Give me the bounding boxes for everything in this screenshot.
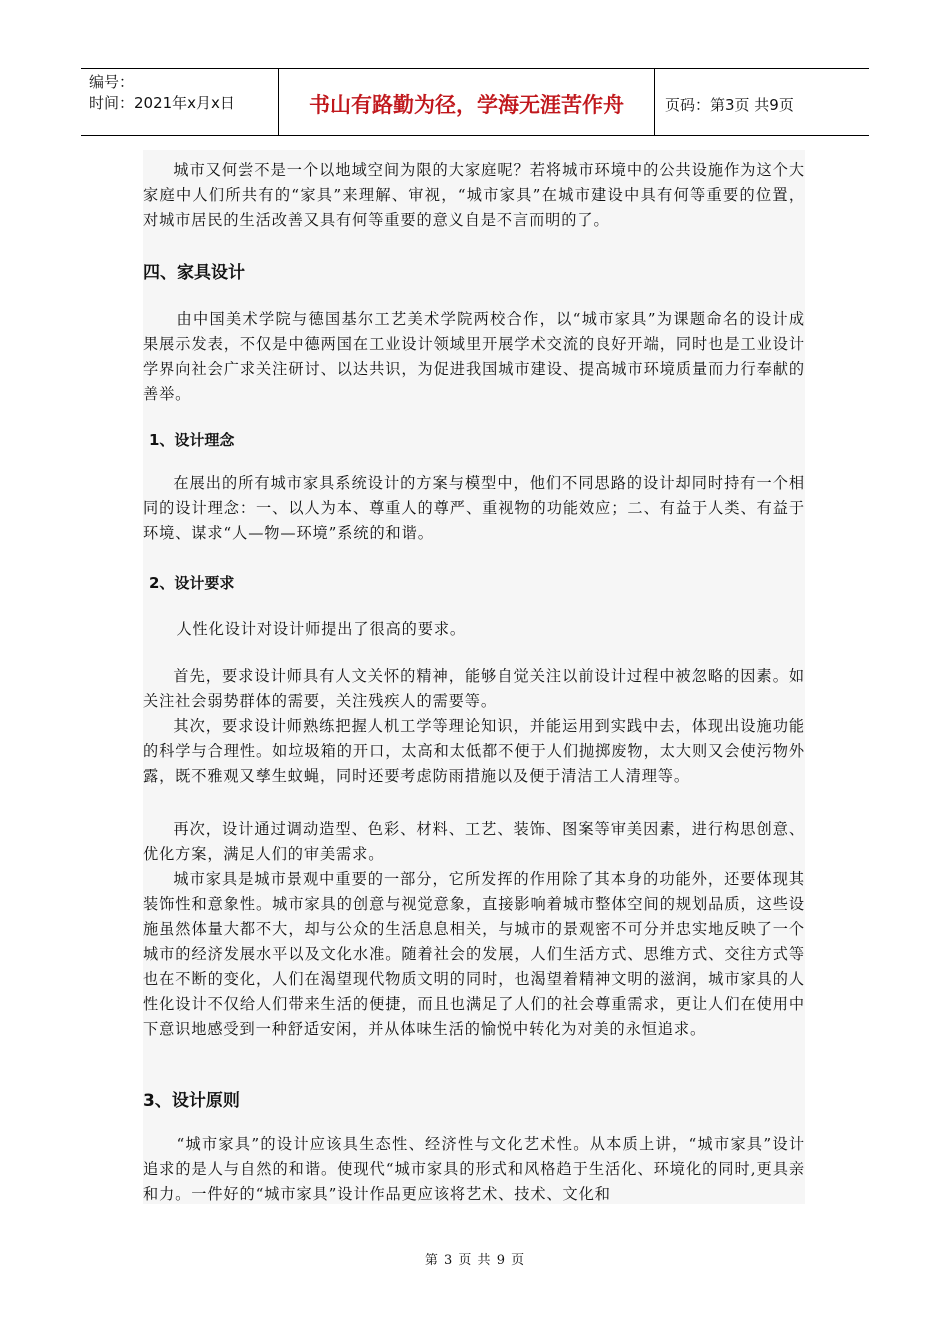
header-meta bbox=[81, 69, 279, 135]
section4-heading: 四、家具设计 bbox=[143, 263, 245, 283]
sub2-paragraph-2: 首先，要求设计师具有人文关怀的精神，能够自觉关注以前设计过程中被忽略的因素。如关注社会弱势群体的需要，关注残疾人的需要等。 bbox=[143, 667, 805, 710]
document-header bbox=[81, 68, 869, 136]
number-label: 编号： bbox=[89, 73, 135, 91]
sub1-heading: 1、设计理念 bbox=[149, 431, 235, 449]
sub2-paragraph-4: 再次，设计通过调动造型、色彩、材料、工艺、装饰、图案等审美因素，进行构思创意、优化方案，满足人们的审美需求。 bbox=[143, 820, 805, 863]
sub2-paragraph-3: 其次，要求设计师熟练把握人机工学等理论知识，并能运用到实践中去，体现出设施功能的科学与合理性。如垃圾箱的开口，太高和太低都不便于人们抛掷废物，太大则又会使污物外露，既不雅观又孳生蚊蝇，同时还要考虑防雨措施以及便于清洁工人清理等。 bbox=[143, 717, 805, 785]
intro-paragraph: 城市又何尝不是一个以地域空间为限的大家庭呢？若将城市环境中的公共设施作为这个大家庭中人们所共有的“家具”来理解、审视，“城市家具”在城市建设中具有何等重要的位置，对城市居民的生活改善又具有何等重要的意义自是不言而明的了。 bbox=[143, 161, 805, 229]
section4-paragraph: 由中国美术学院与德国基尔工艺美术学院两校合作，以“城市家具”为课题命名的设计成果展示发表，不仅是中德两国在工业设计领域里开展学术交流的良好开端，同时也是工业设计学界向社会广求关注研讨、以达共识，为促进我国城市建设、提高城市环境质量而力行奉献的善举。 bbox=[143, 310, 805, 403]
header-page-label: 页码：第3页 共9页 bbox=[665, 95, 794, 114]
sub3-paragraph: “城市家具”的设计应该具生态性、经济性与文化艺术性。从本质上讲，“城市家具”设计追求的是人与自然的和谐。使现代“城市家具的形式和风格趋于生活化、环境化的同时,更具亲和力。一件好的“城市家具”设计作品更应该将艺术、技术、文化和 bbox=[143, 1135, 805, 1203]
page-footer: 第 3 页 共 9 页 bbox=[424, 1253, 526, 1268]
date-label: 时间：2021年x月x日 bbox=[89, 94, 235, 112]
sub2-paragraph-5: 城市家具是城市景观中重要的一部分，它所发挥的作用除了其本身的功能外，还要体现其装饰性和意象性。城市家具的创意与视觉意象，直接影响着城市整体空间的规划品质，这些设施虽然体量大都不大，却与公众的生活息息相关，与城市的景观密不可分并忠实地反映了一个城市的经济发展水平以及文化水准。随着社会的发展，人们生活方式、思维方式、交往方式等也在不断的变化，人们在渴望现代物质文明的同时，也渴望着精神文明的滋润，城市家具的人性化设计不仅给人们带来生活的便捷，而且也满足了人们的社会尊重需求，更让人们在使用中下意识地感受到一种舒适安闲，并从体味生活的愉悦中转化为对美的永恒追求。 bbox=[143, 870, 805, 1038]
sub2-paragraph-1: 人性化设计对设计师提出了很高的要求。 bbox=[176, 620, 467, 638]
page-body bbox=[143, 150, 805, 1204]
header-motto: 书山有路勤为径，学海无涯苦作舟 bbox=[279, 69, 655, 135]
sub1-paragraph: 在展出的所有城市家具系统设计的方案与模型中，他们不同思路的设计却同时持有一个相同的设计理念：一、以人为本、尊重人的尊严、重视物的功能效应；二、有益于人类、有益于环境、谋求“人—物—环境”系统的和谐。 bbox=[143, 474, 805, 542]
sub3-heading: 3、设计原则 bbox=[143, 1091, 240, 1111]
sub2-heading: 2、设计要求 bbox=[149, 574, 235, 592]
